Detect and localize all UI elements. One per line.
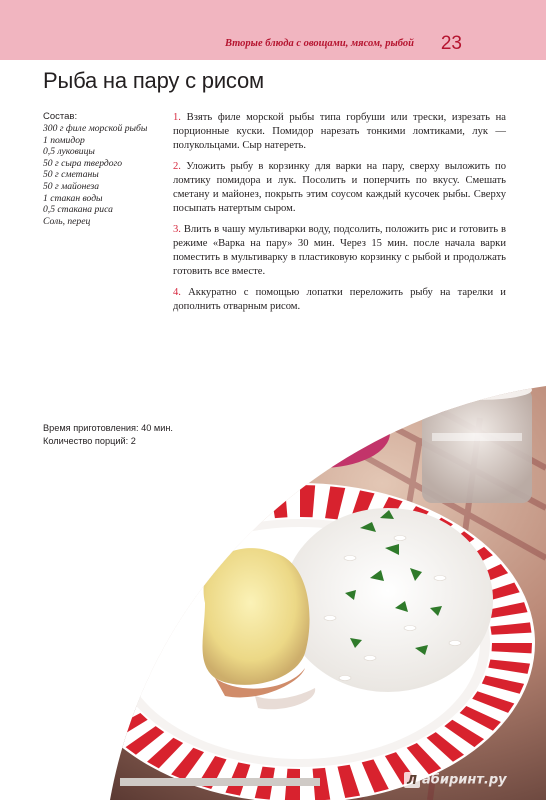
plate-stripe xyxy=(116,539,156,566)
plate-stripe xyxy=(240,488,263,521)
ingredients-list xyxy=(43,123,163,227)
ingredient-item: 50 г сыра твердого xyxy=(43,157,123,169)
instructions xyxy=(173,111,506,321)
plate-stripe xyxy=(136,524,173,554)
watermark-text: абиринт.ру xyxy=(422,772,507,788)
plate-stripe xyxy=(300,485,315,517)
step xyxy=(173,111,506,153)
step-number: 3. xyxy=(173,224,181,235)
recipe-title: Рыба на пару с рисом xyxy=(43,68,264,93)
section-title: Вторые блюда с овощами, мясом, рыбой xyxy=(225,38,414,49)
plate-stripe xyxy=(99,555,140,580)
step-text: Аккуратно с помощью лопатки переложить рыбу на тарелки и дополнить отварным рисом. xyxy=(173,287,506,312)
watermark-logo-icon: Л xyxy=(404,772,420,788)
plate-stripe xyxy=(92,699,134,722)
plate-stripe xyxy=(70,612,112,626)
ingredient-item: 300 г филе морской рыбы xyxy=(43,123,148,134)
step-text: Влить в чашу мультиварки воду, подсолить, положить рис и готовить в режиме «Варка на пару» 30 мин. Через 15 мин. после начала варки поместить в мультиварку в пластиковую корзинку с рыбой и продолжать готовить все вместе. xyxy=(173,224,506,277)
step xyxy=(173,223,506,279)
servings: Количество порций: 2 xyxy=(43,435,136,446)
plate-stripe xyxy=(86,573,128,595)
plate-stripe xyxy=(211,493,238,526)
ingredient-item: 0,5 луковицы xyxy=(43,146,95,158)
plate-stripe xyxy=(184,501,215,534)
ingredients-heading: Состав: xyxy=(43,111,78,122)
step-number: 2. xyxy=(173,161,181,172)
plate-stripe xyxy=(76,592,118,610)
watermark xyxy=(404,772,507,788)
page-number: 23 xyxy=(440,33,462,54)
plate-stripe xyxy=(72,668,114,684)
cooking-time: Время приготовления: 40 мин. xyxy=(43,423,173,433)
ingredient-item: 1 стакан воды xyxy=(43,192,103,204)
plate-stripe xyxy=(68,633,108,643)
plate-stripe xyxy=(159,512,194,543)
step-text: Уложить рыбу в корзинку для варки на пару, сверху выложить по ломтику помидора и лук. Посолить и поперчить по вкусу. Смешать сметану и майонез, покрыть этим соусом каждый кусочек рыбы. Сверху посыпать натертым сыром. xyxy=(173,161,507,214)
step-text: Взять филе морской рыбы типа горбуши или трески, изрезать на порционные куски. Помидор нарезать тонкими ломтиками, лук — полукольцами. Сыр натереть. xyxy=(173,112,507,151)
step xyxy=(173,160,506,216)
ingredient-item: Соль, перец xyxy=(43,215,91,227)
plate-stripe xyxy=(68,651,109,663)
step xyxy=(173,286,506,314)
ingredients-block xyxy=(43,111,163,227)
step-number: 4. xyxy=(173,287,181,298)
plate-stripe xyxy=(80,684,122,704)
ingredient-item: 0,5 стакана риса xyxy=(43,204,113,216)
ingredient-item: 1 помидор xyxy=(43,134,85,146)
ingredient-item: 50 г майонеза xyxy=(43,180,100,192)
header-band xyxy=(0,0,546,60)
step-number: 1. xyxy=(173,112,181,123)
dish-photo xyxy=(0,378,546,800)
ingredient-item: 50 г сметаны xyxy=(43,169,99,181)
